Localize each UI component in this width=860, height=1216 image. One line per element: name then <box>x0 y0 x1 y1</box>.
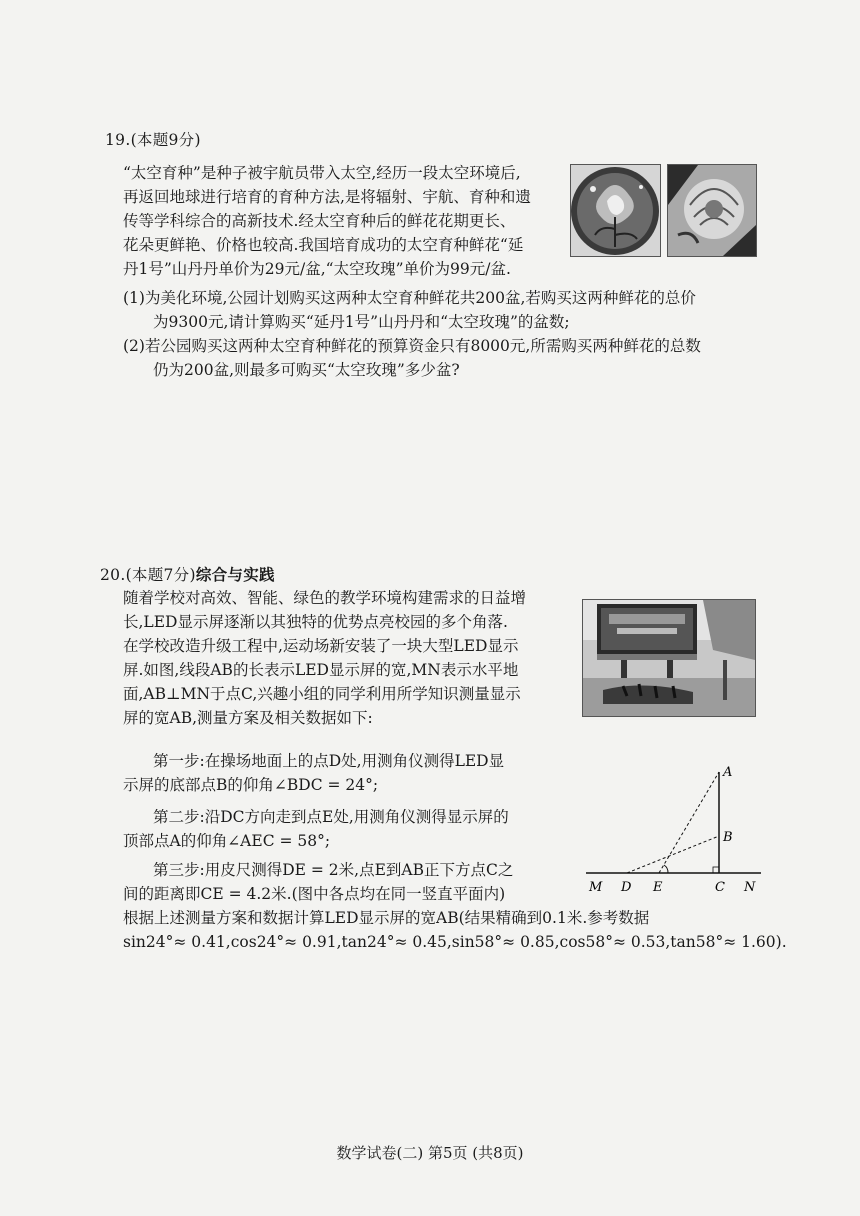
q19-number: 19. <box>105 131 131 149</box>
q19-header <box>105 128 201 150</box>
q19-part2-line: (2)若公园购买这两种太空育种鲜花的预算资金只有8000元,所需购买两种鲜花的总数 <box>123 337 701 355</box>
q20-score: (本题7分) <box>125 566 196 584</box>
q19-part2-line: 仍为200盆,则最多可购买“太空玫瑰”多少盆? <box>153 361 460 379</box>
q20-number: 20. <box>100 566 126 584</box>
label-b: B <box>723 830 733 845</box>
q19-part2 <box>123 334 701 382</box>
q20-intro-line: 面,AB⊥MN于点C,兴趣小组的同学利用所学知识测量显示 <box>123 685 521 703</box>
q19-part1 <box>123 286 696 334</box>
label-a: A <box>723 765 733 780</box>
q20-conclusion-line: 根据上述测量方案和数据计算LED显示屏的宽AB(结果精确到0.1米.参考数据 <box>123 909 650 927</box>
q20-step2-line: 顶部点A的仰角∠AEC = 58°; <box>123 832 331 850</box>
q20-step3-line: 间的距离即CE = 4.2米.(图中各点均在同一竖直平面内) <box>123 885 506 903</box>
q20-header <box>100 563 275 585</box>
space-rose-photo <box>667 164 757 257</box>
q20-conclusion-line: sin24°≈ 0.41,cos24°≈ 0.91,tan24°≈ 0.45,sin58°≈ 0.85,cos58°≈ 0.53,tan58°≈ 1.60). <box>123 933 787 951</box>
angle-arc-e <box>664 865 668 873</box>
q20-step3-line: 第三步:用皮尺测得DE = 2米,点E到AB正下方点C之 <box>153 861 514 879</box>
q20-intro-line: 长,LED显示屏逐渐以其独特的优势点亮校园的多个角落. <box>123 613 508 631</box>
q20-topic: 综合与实践 <box>195 566 275 584</box>
q20-intro-line: 屏.如图,线段AB的长表示LED显示屏的宽,MN表示水平地 <box>123 661 519 679</box>
q20-step2-line: 第二步:沿DC方向走到点E处,用测角仪测得显示屏的 <box>153 808 509 826</box>
space-flower-photo <box>570 164 661 257</box>
q20-step3 <box>123 858 573 906</box>
right-angle-mark <box>713 867 719 873</box>
q20-intro <box>123 586 573 730</box>
q20-intro-line: 在学校改造升级工程中,运动场新安装了一块大型LED显示 <box>123 637 519 655</box>
label-c: C <box>715 880 725 895</box>
q19-intro-line: “太空育种”是种子被宇航员带入太空,经历一段太空环境后, <box>123 164 521 182</box>
led-screen-photo <box>582 599 756 717</box>
q19-score: (本题9分) <box>130 131 201 149</box>
page-footer: 数学试卷(二) 第5页 (共8页) <box>336 1144 524 1162</box>
label-m: M <box>589 880 603 895</box>
label-n: N <box>744 880 756 895</box>
q19-part1-line: 为9300元,请计算购买“延丹1号”山丹丹和“太空玫瑰”的盆数; <box>153 313 570 331</box>
q20-intro-line: 随着学校对高效、智能、绿色的教学环境构建需求的日益增 <box>123 589 527 607</box>
geometry-diagram <box>586 760 776 900</box>
label-d: D <box>621 880 632 895</box>
q19-part1-line: (1)为美化环境,公园计划购买这两种太空育种鲜花共200盆,若购买这两种鲜花的总价 <box>123 289 696 307</box>
q20-intro-line: 屏的宽AB,测量方案及相关数据如下: <box>123 709 373 727</box>
sightline-db <box>627 836 719 873</box>
q19-intro-line: 丹1号”山丹丹单价为29元/盆,“太空玫瑰”单价为99元/盆. <box>123 260 511 278</box>
label-e: E <box>653 880 663 895</box>
q20-step2 <box>123 805 563 853</box>
q20-step1 <box>123 749 563 797</box>
sightline-ea <box>659 772 719 873</box>
q19-intro-line: 传等学科综合的高新技术.经太空育种后的鲜花花期更长、 <box>123 212 516 230</box>
q20-step1-line: 示屏的底部点B的仰角∠BDC = 24°; <box>123 776 379 794</box>
q19-intro-line: 花朵更鲜艳、价格也较高.我国培育成功的太空育种鲜花“延 <box>123 236 524 254</box>
q19-intro-line: 再返回地球进行培育的育种方法,是将辐射、宇航、育种和遗 <box>123 188 531 206</box>
q19-intro <box>123 161 563 281</box>
q20-conclusion <box>123 906 787 954</box>
q20-step1-line: 第一步:在操场地面上的点D处,用测角仪测得LED显 <box>153 752 505 770</box>
